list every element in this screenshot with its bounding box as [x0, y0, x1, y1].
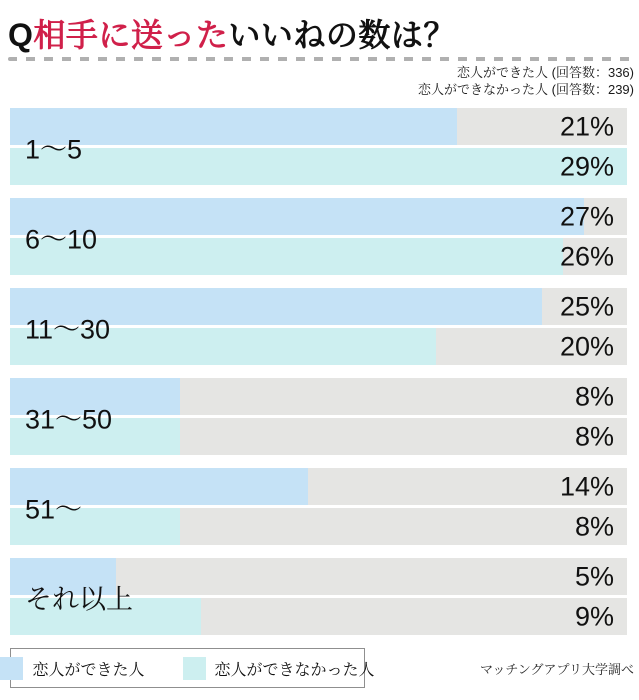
source-note: マッチングアプリ大学調べ: [479, 661, 634, 677]
legend-swatch-cyan: [183, 657, 206, 680]
category-label: 51〜: [25, 494, 83, 524]
footer-row: [10, 648, 634, 688]
value-label-no-lover: 29%: [559, 151, 614, 181]
legend-item-got-lover: [0, 657, 144, 680]
title-rest: いいねの数は？: [228, 17, 456, 53]
bar-group: [10, 558, 627, 635]
legend-item-no-lover: [183, 657, 375, 680]
legend-label-no-lover: 恋人ができなかった人: [214, 661, 375, 679]
dashed-divider: [8, 57, 631, 61]
bar-group: [10, 288, 627, 365]
bar-track-got-lover: [10, 468, 627, 505]
value-label-got-lover: 8%: [574, 381, 614, 411]
value-label-got-lover: 14%: [559, 471, 614, 501]
bar-track-no-lover: [10, 238, 627, 275]
bar-chart: [10, 108, 627, 648]
value-label-no-lover: 20%: [559, 331, 614, 361]
category-label: 6〜10: [25, 224, 98, 254]
page-title: [8, 10, 456, 56]
value-label-no-lover: 8%: [574, 511, 614, 541]
legend-label-got-lover: 恋人ができた人: [32, 661, 145, 679]
legend: [10, 648, 375, 688]
bar-fill-no-lover: [10, 148, 627, 185]
bar-group: [10, 198, 627, 275]
respondent-note: [418, 64, 634, 98]
value-label-got-lover: 21%: [559, 111, 614, 141]
value-label-got-lover: 27%: [559, 201, 614, 231]
respondent-line-no-lover: 恋人ができなかった人 (回答数：239): [418, 82, 634, 97]
category-label: 11〜30: [25, 314, 111, 344]
value-label-no-lover: 26%: [559, 241, 614, 271]
bar-track-got-lover: [10, 108, 627, 145]
value-label-no-lover: 9%: [574, 601, 614, 631]
bar-group: [10, 378, 627, 455]
bar-group: [10, 108, 627, 185]
category-label: それ以上: [25, 584, 133, 614]
title-highlight: 相手に送った: [33, 17, 229, 53]
bar-track-no-lover: [10, 508, 627, 545]
legend-swatch-blue: [0, 657, 23, 680]
bar-track-no-lover: [10, 148, 627, 185]
value-label-no-lover: 8%: [574, 421, 614, 451]
value-label-got-lover: 25%: [559, 291, 614, 321]
bar-group: [10, 468, 627, 545]
title-q: Q: [8, 17, 34, 53]
category-label: 31〜50: [25, 404, 113, 434]
value-label-got-lover: 5%: [574, 561, 614, 591]
respondent-line-got-lover: 恋人ができた人 (回答数：336): [457, 65, 634, 80]
category-label: 1〜5: [25, 134, 83, 164]
bar-track-got-lover: [10, 198, 627, 235]
